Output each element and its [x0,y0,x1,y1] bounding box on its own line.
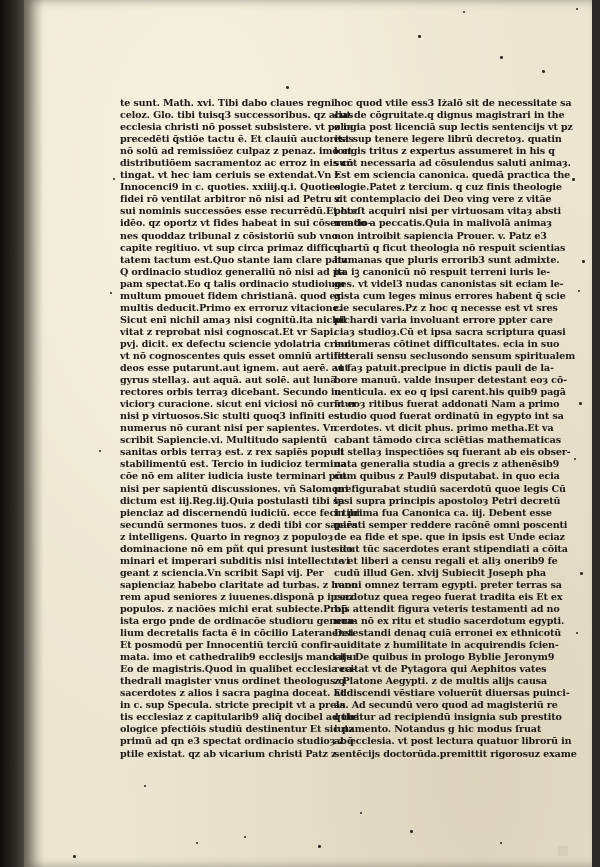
text-line: secundū sermones tuos. z dedi tibi cor sapiēs [120,519,358,531]
text-line: Q ordinacio studioz generaliū nō nisi ad pa [120,266,346,278]
text-line: cerdotes. vt dicit phus. primo metha.Et va [334,423,554,435]
text-line: est sup tenere legere librū decretoȝ. quatin [334,134,562,146]
ink-speck [572,178,575,181]
ink-speck [542,70,545,73]
text-line: cut de cōgruitate.q dignus magistrari in the [334,110,565,122]
text-line: distributiōem sacramentoz ac erroz in eis cō [120,158,354,170]
ink-speck [144,785,146,787]
text-line: deos esse putarunt.aut ignem. aut aerē. aut [120,363,349,375]
text-line: prefigurabat studiū sacerdotū quoe legis Cū [334,483,566,495]
ink-speck [196,842,198,844]
text-line: populos. z naciōes michi erat subiecte.Prop̄ [120,603,348,615]
text-line: cum quibus z Paul9 disputabat. in quo ecia [334,471,560,483]
text-line: viciorȝ curacione. sicut eni viciosi nō curātur [120,399,357,411]
text-line: ologia post licenciā sup lectis sentencijs vt pz [334,122,573,134]
text-line: uata generalia studia a grecis z athenēsib9 [334,459,560,471]
text-line: nes quoddaz tribunal z cōsistoriū sub vno [120,230,338,242]
text-line: ita iꝫ canonicū nō respuit terreni iuris le- [334,266,550,278]
ink-speck [360,812,362,814]
text-line: z Platone Aegypti. z de multis alijs causa [334,676,548,688]
text-line: gista cum leges minus errores habent q̄ scie [334,290,566,302]
text-line: z intelligens. Quarto in regnoȝ z populoȝ [120,531,334,543]
ink-speck [500,56,503,59]
text-line: litterali sensu seclusondo sensum spiritualem [334,350,576,362]
text-line: numerus nō curant nisi per sapientes. Vn [120,423,337,435]
ink-speck [318,845,321,848]
text-line: nendo a peccatis.Quia in malivolā animaȝ [334,218,552,230]
text-line: dominacione nō em pñt qui presunt iuste do [120,543,353,555]
text-line: cie seculares.Pz z hoc q necesse est vt sres [334,302,558,314]
text-line: Innocenci9 in c. quoties. xxiiij.q.i. Quoties [120,182,341,194]
text-line: ologie.Patet z tercium. q cuz finis theologie [334,182,562,194]
text-line: nisi p virtuosos.Sic stulti quoq3 infiniti est [120,411,344,423]
page-edge [592,0,600,867]
text-line: ecclesia christi nō posset subsistere. vt pz in [120,122,354,134]
text-line: thedrali magister vnus ordinet theologus q [120,676,345,688]
text-line: his attendit figura veteris testamenti ad no [334,603,560,615]
text-line: sacerdotes z alios i sacra pagina doceat. Et [120,688,345,700]
text-line: bore manuū. valde insuper detestant eoȝ cō- [334,375,567,387]
text-line: minari et imperari subditis nisi intellectu vi [120,555,350,567]
text-line: vt faȝ patuit.precipue in dictis pauli de la- [334,363,554,375]
text-line: as. Ad secundū vero quod ad magisteriū re [334,700,558,712]
text-line: cudū illud Gen. xlvij Subiecit Joseph pha [334,567,546,579]
text-line: scribit Sapiencie.vi. Multitudo sapientū [120,435,328,447]
ink-speck [576,8,578,10]
text-line: cijs De quibus in prologo Byblie Jeronym9 [334,652,555,664]
ink-speck [500,842,502,844]
text-line: longis tritus z expertus assumeret in his q [334,146,555,158]
ink-speck [73,855,76,858]
text-line: gyrus stellaȝ. aut aquā. aut solē. aut lunā [120,375,337,387]
text-line: ges. vt videl3 nudas canonistas sit eciam le- [334,278,564,290]
text-line: sapienciaz habebo claritate ad turbas. z hono [120,579,358,591]
text-line: te sunt. Math. xvi. Tibi dabo claues regni [120,98,335,109]
ink-speck [99,450,101,452]
text-line: capite regitiuo. vt sup circa primaz difficul [120,242,344,254]
text-line: ipsi supra principis apostoloȝ Petri decretū [334,495,561,507]
text-line: quartū q ficut theologia nō respuit scientias [334,242,566,254]
text-line: uum nō ex ritu et studio sacerdotum egypti. [334,616,565,628]
ink-speck [580,572,583,575]
text-line: humanas que pluris errorib3 sunt admixte. [334,254,560,266]
text-line: ologice pfectiōis studiū destinentur Et sic pz [120,724,354,736]
text-line: idēo. qz oportz vt fides habeat in sui cōseruatio- [120,218,372,230]
text-line: ab ecclesia. vt post lectura quatuor librorū in [334,736,572,748]
gutter-shadow [24,0,44,867]
text-line: fidei rō ventilat arbitror nō nisi ad Petru z [120,194,341,206]
ink-speck [463,11,465,13]
text-line: rectores orbis terraȝ dicebant. Secundo in [120,387,342,399]
text-line: stabilimentū est. Tercio in iudicioz termina [120,459,347,471]
text-line: studio quod fuerat ordinatū in egypto int sa [334,411,564,423]
text-line: poteſt acquiri nisi per virtuosam vitaȝ absti [334,206,562,218]
text-line: Et posmodū per Innocentiū terciū confir- [120,640,336,652]
text-line: in eoȝ ritibus fuerat addonati Nam a primo [334,399,560,411]
text-line: vitat z reprobat nisi cognoscat.Et vr Sapi. [120,326,337,338]
text-line: mata. imo et cathedralib9 ecclesijs mandatur [120,652,358,664]
text-line: sui nominis successōes esse recurrēdū.Et hoc [120,206,360,218]
text-line: sit contemplacio dei Deo ving vere z vitāe [334,194,552,206]
right-text-column [334,98,577,761]
ink-speck [576,632,578,634]
text-line: recitat vt de Pytagora qui Aephitos vates [334,664,547,676]
ink-speck [418,35,421,38]
text-line: nō solū ad remissiōez culpaz z penaz. imo et [120,146,352,158]
text-line: raoni omnez terram egypti. preter terras sa [334,579,562,591]
text-line: in c. sup Specula. stricte precipit vt a prela [120,700,346,712]
text-line: celoz. Glo. tibi tuisq3 successoribus. qz alias [120,110,354,122]
text-line: addiscendi vēstiare voluerūt diuersas puinci- [334,688,570,700]
text-line: rem apud seniores z iuuenes.disponā p ipsaz [120,591,354,603]
text-line: tingat. vt hec iam ceriuis se extendat.Vn z [120,170,340,182]
ink-speck [410,830,413,833]
text-line: sunt necessaria ad cōsulendus saluti animaȝ. [334,158,571,170]
text-line: lium decretalis facta ē in cōcilio Lateranensi [120,628,354,640]
text-line: ciaȝ studioȝ.Cū et ipsa sacra scriptura quasi [334,326,566,338]
text-line: vt nō cognoscentes quis esset omniū artifex [120,350,350,362]
text-line: hoc quod vtile ess3 Iżalō sit de necessitate sa [334,98,572,109]
text-line: iutamento. Notandus g hic modus ſruat [334,724,542,736]
ink-speck [579,402,582,405]
text-line: pienciaz ad discernendū iudiciū. ecce feci tibi [120,507,360,519]
ink-speck [110,292,112,294]
text-line: sicut tūc sacerdotes erant stipendiati a cōita [334,543,568,555]
text-line: geant z sciencia.Vn scribit Sapi vij. Per [120,567,324,579]
text-line: multis deducit.Primo ex erroruz vitacione. [120,302,342,314]
text-line: quiritur ad recipiendū insignia sub prestito [334,712,562,724]
text-line: et stellaȝ inspectiōes sq fuerant ab eis obser- [334,447,571,459]
text-line: Eo de magistris.Quod in qualibet ecclesia ca- [120,664,357,676]
text-line: Detestandi denaq cuiā erronei ex ethnicotū [334,628,562,640]
ink-speck [578,290,580,292]
text-line: non introibit sapiencia Prouer. v. Patz e3 [334,230,547,242]
left-text-column [120,98,372,761]
text-line: tis ecclesiaz z capitularib9 aliq̄ docibel ad the [120,712,359,724]
ink-speck [574,458,576,460]
text-line: ptile existat. qz ab vicarium christi Patz z [120,748,337,760]
text-line: dictum est iij.Reg.iij.Quia postulasti tibi sa [120,495,345,507]
text-line: sanitas orbis terraȝ est. z rex sapiēs populi [120,447,344,459]
text-line: parati semper reddere racōnē omni poscenti [334,519,568,531]
book-spine [0,0,24,867]
text-line: Sicut enī nichil amaȝ nisi cognitū.ita nichil [120,314,346,326]
text-line: cōe nō em aliter iudicia iuste terminari pñt [120,471,347,483]
ink-speck [244,836,246,838]
ink-speck [286,86,289,89]
text-line: pichardi varia involuant errore ppter care [334,314,553,326]
text-line: ista ergo pnde de ordinacōe studioru genera- [120,616,357,628]
text-line: pam spectat.Eo q talis ordinacio studioium [120,278,345,290]
text-line: auiditate z humilitate in acquirendis ſcien- [334,640,559,652]
ink-speck [113,178,115,180]
text-line: multum pmouet fidem christianā. quod ex [120,290,342,302]
text-line: primū ad qn e3 spectat ordinacio studioȝ z q̄ [120,736,354,748]
corner-tab [558,846,568,856]
text-line: te et liberi a censu regali et aliȝ onerib9 fe [334,555,558,567]
text-line: Est em sciencia canonica. quedā practica the [334,170,571,182]
text-line: innumeras cōtinet difficultates. ecia in suo [334,338,560,350]
text-line: tatem tactum est.Quo stante iam clare patz [120,254,348,266]
text-line: cabant tāmodo circa sciētias mathematicas [334,435,561,447]
ink-speck [582,260,585,263]
text-line: sentēcijs doctorūda.premittit rigorosuz exame [334,748,577,760]
text-line: nisi per sapientū discussiones. vñ Salomoni [120,483,349,495]
text-line: uenticula. ex eo q ipsi carent.his quib9 pagā [334,387,566,399]
text-line: de ea fide et spe. que in ipsis est Unde eciaz [334,531,565,543]
text-line: cerdotuz quea regeo fuerat tradita eis Et ex [334,591,563,603]
text-line: in prima fua Canonica ca. iij. Debent esse [334,507,552,519]
text-line: pvj. dicit. ex defectu sciencie ydolatria creuit [120,338,356,350]
text-line: precedēti q̄stiōe tactu ē. Et clauiū auctoritas [120,134,354,146]
